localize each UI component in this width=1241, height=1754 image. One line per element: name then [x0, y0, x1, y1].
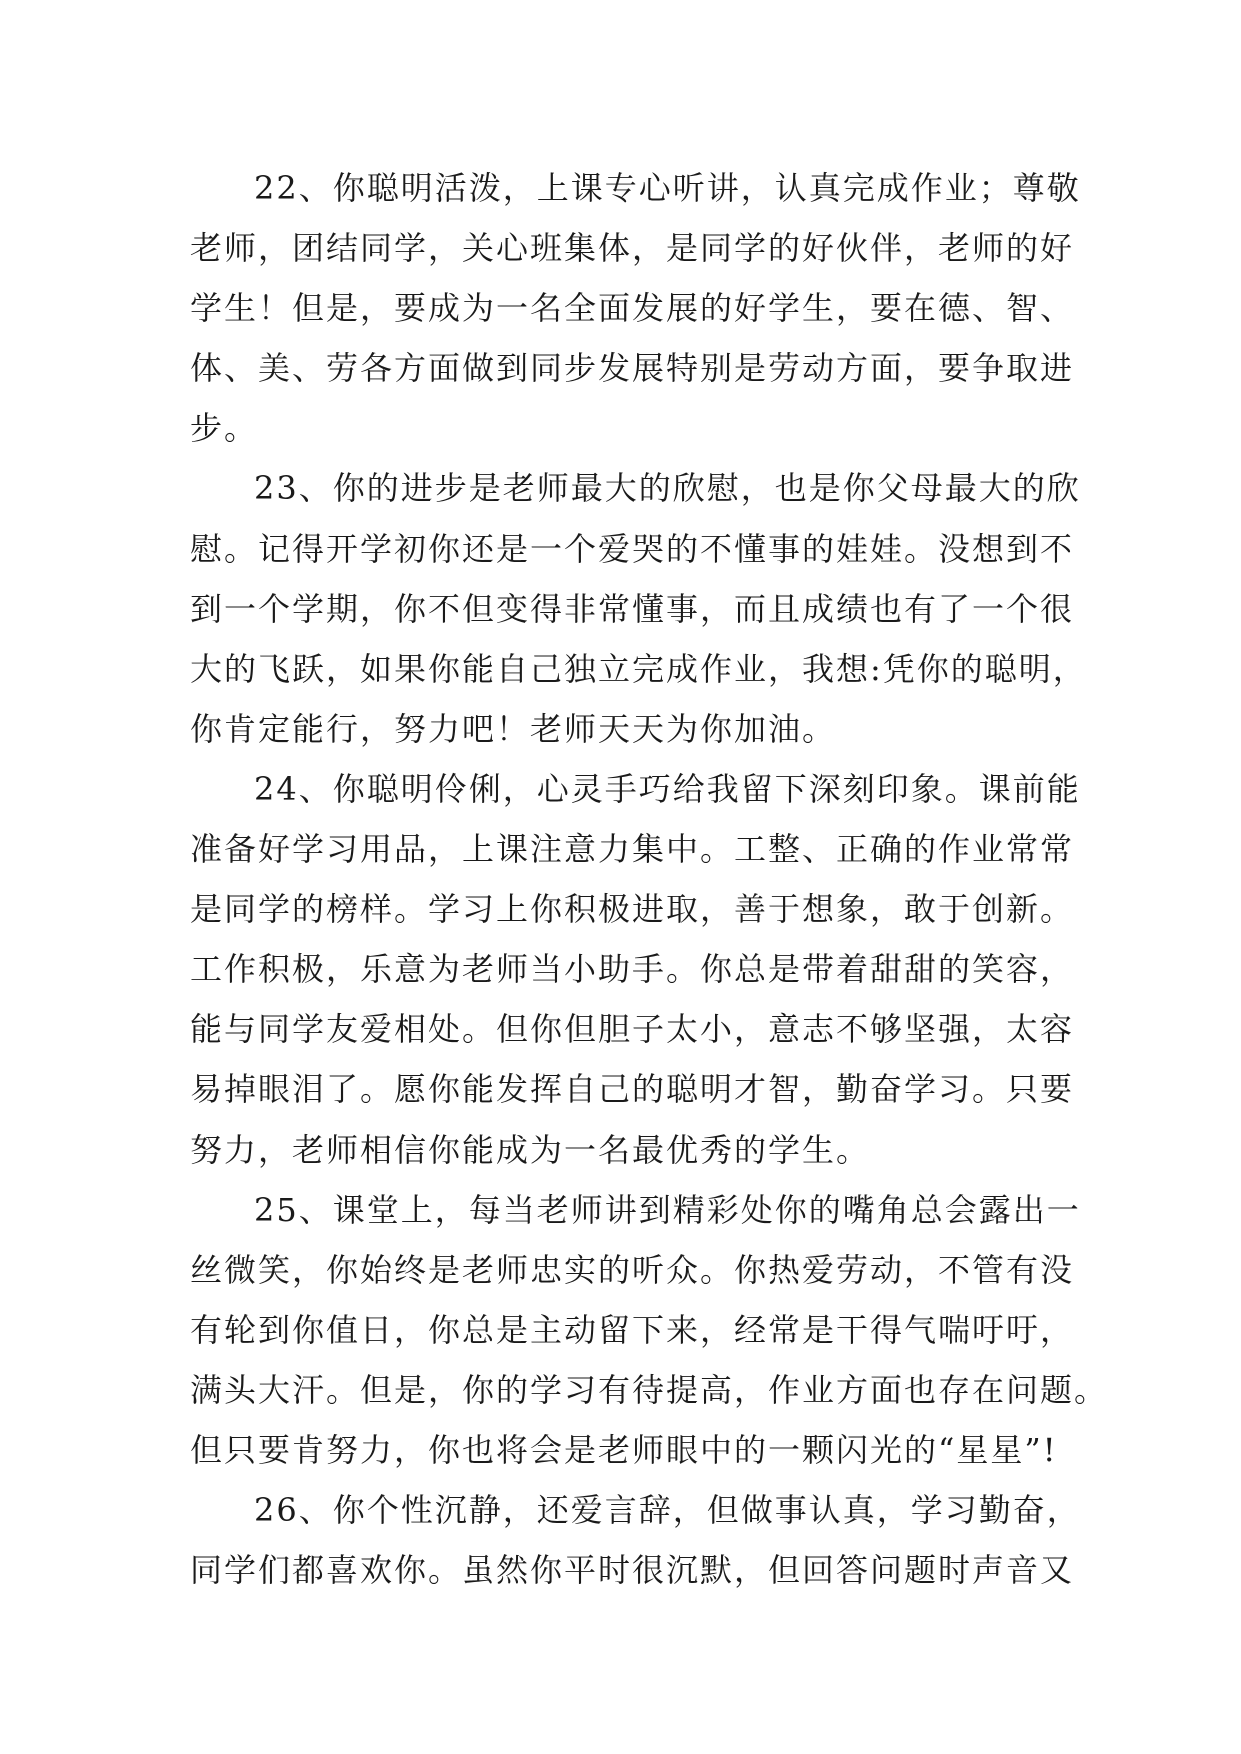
- text-line: 易掉眼泪了。愿你能发挥自己的聪明才智，勤奋学习。只要: [190, 1070, 1075, 1109]
- text-line: 同学们都喜欢你。虽然你平时很沉默，但回答问题时声音又: [190, 1551, 1075, 1590]
- text-line: 但只要肯努力，你也将会是老师眼中的一颗闪光的“星星”!: [190, 1430, 1058, 1469]
- text-line: 学生！但是，要成为一名全面发展的好学生，要在德、智、: [190, 289, 1075, 328]
- text-line: 能与同学友爱相处。但你但胆子太小，意志不够坚强，太容: [190, 1010, 1075, 1049]
- text-line: 满头大汗。但是，你的学习有待提高，作业方面也存在问题。: [190, 1370, 1109, 1409]
- text-line: 22、你聪明活泼，上课专心听讲，认真完成作业；尊敬: [254, 169, 1081, 207]
- text-line: 工作积极，乐意为老师当小助手。你总是带着甜甜的笑容，: [190, 950, 1075, 989]
- text-line: 25、课堂上，每当老师讲到精彩处你的嘴角总会露出一: [254, 1190, 1081, 1229]
- text-line: 大的飞跃，如果你能自己独立完成作业，我想:凭你的聪明，: [190, 649, 1087, 688]
- text-line: 23、你的进步是老师最大的欣慰，也是你父母最大的欣: [254, 469, 1081, 508]
- paragraph-26: [190, 1480, 1081, 1600]
- text-line: 步。: [190, 409, 259, 448]
- document-body: [190, 158, 1109, 1600]
- text-line: 是同学的榜样。学习上你积极进取，善于想象，敢于创新。: [190, 890, 1075, 929]
- text-line: 老师，团结同学，关心班集体，是同学的好伙伴，老师的好: [190, 229, 1075, 268]
- text-line: 24、你聪明伶俐，心灵手巧给我留下深刻印象。课前能: [254, 769, 1081, 808]
- text-line: 准备好学习用品，上课注意力集中。工整、正确的作业常常: [190, 830, 1075, 869]
- text-line: 你肯定能行，努力吧！老师天天为你加油。: [190, 709, 837, 748]
- text-line: 26、你个性沉静，还爱言辞，但做事认真，学习勤奋，: [254, 1491, 1081, 1530]
- paragraph-22: [190, 158, 1081, 458]
- paragraph-24: [190, 759, 1081, 1180]
- text-line: 努力，老师相信你能成为一名最优秀的学生。: [190, 1130, 871, 1169]
- paragraph-25: [190, 1180, 1109, 1480]
- text-line: 慰。记得开学初你还是一个爱哭的不懂事的娃娃。没想到不: [190, 529, 1075, 568]
- text-line: 到一个学期，你不但变得非常懂事，而且成绩也有了一个很: [190, 589, 1075, 628]
- paragraph-23: [190, 458, 1087, 758]
- text-line: 体、美、劳各方面做到同步发展特别是劳动方面，要争取进: [190, 349, 1075, 388]
- text-line: 丝微笑，你始终是老师忠实的听众。你热爱劳动，不管有没: [190, 1250, 1075, 1289]
- text-line: 有轮到你值日，你总是主动留下来，经常是干得气喘吁吁，: [190, 1310, 1075, 1349]
